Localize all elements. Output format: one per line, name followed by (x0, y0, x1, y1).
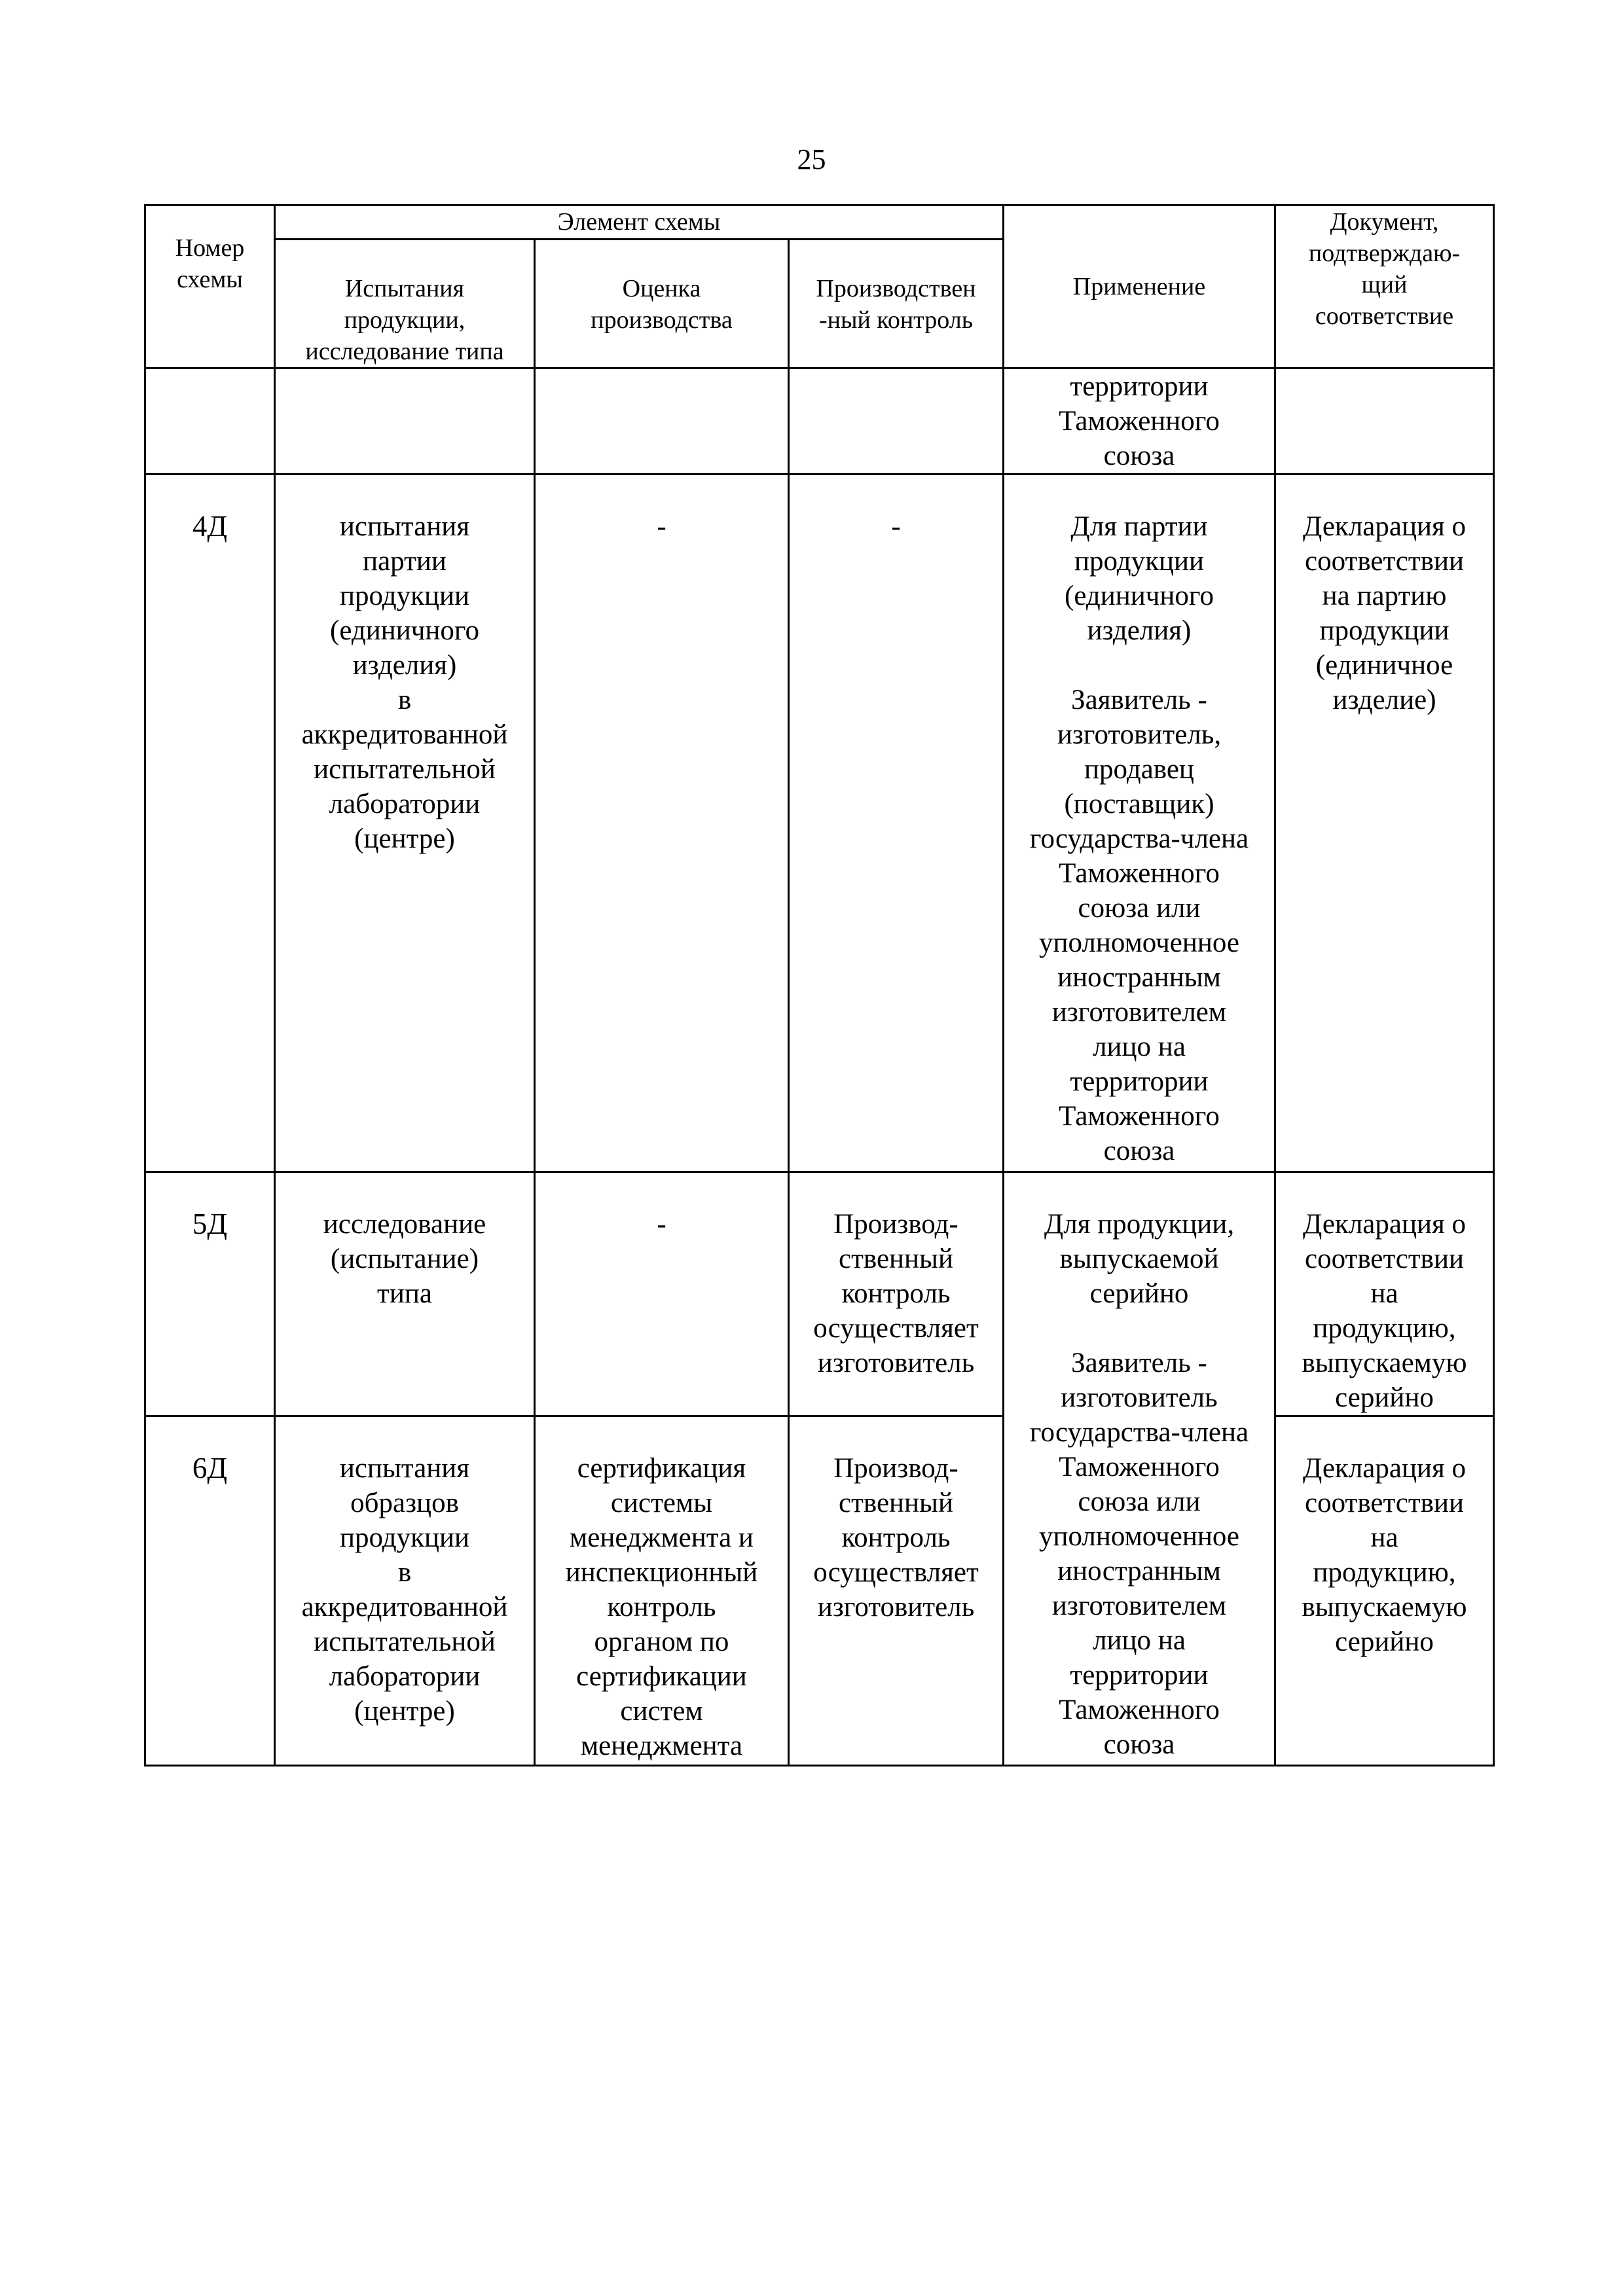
cell-empty (1275, 368, 1494, 475)
cell-application: Для партии продукции (единичного изделия) Заявитель - изготовитель, продавец (поставщик) государства-члена Таможенного союза или уполномоченное иностранным изготовителем лицо на территории Таможенного союза (1004, 475, 1275, 1172)
cell-testing: испытания партии продукции (единичного изделия) в аккредитованной испытательной лаборатории (центре) (275, 475, 535, 1172)
cell-production-assessment: сертификация системы менеджмента и инспекционный контроль органом по сертификации систем менеджмента (535, 1416, 789, 1766)
table-row (145, 1416, 1494, 1766)
header-production-control: Производствен -ный контроль (789, 240, 1004, 368)
cell-testing: испытания образцов продукции в аккредитованной испытательной лаборатории (центре) (275, 1416, 535, 1766)
cell-scheme-number: 5Д (145, 1172, 275, 1416)
cell-scheme-number: 4Д (145, 475, 275, 1172)
table-row (145, 475, 1494, 1172)
cell-production-control: Производ- ственный контроль осуществляет изготовитель (789, 1416, 1004, 1766)
cell-empty (275, 368, 535, 475)
table-row (145, 1172, 1494, 1416)
cell-production-assessment: - (535, 475, 789, 1172)
cell-document: Декларация о соответствии на продукцию, выпускаемую серийно (1275, 1172, 1494, 1416)
page-number: 25 (797, 143, 826, 175)
cell-application-merged: Для продукции, выпускаемой серийно Заявитель - изготовитель государства-члена Таможенного союза или уполномоченное иностранным изготовителем лицо на территории Таможенного союза (1004, 1172, 1275, 1766)
header-testing: Испытания продукции, исследование типа (275, 240, 535, 368)
cell-application-continued: территории Таможенного союза (1004, 368, 1275, 475)
cell-production-control: Производ- ственный контроль осуществляет изготовитель (789, 1172, 1004, 1416)
header-scheme-number: Номер схемы (145, 206, 275, 368)
cell-document: Декларация о соответствии на продукцию, выпускаемую серийно (1275, 1416, 1494, 1766)
cell-empty (789, 368, 1004, 475)
header-element-group: Элемент схемы (275, 206, 1004, 240)
header-production-assessment: Оценка производства (535, 240, 789, 368)
cell-production-assessment: - (535, 1172, 789, 1416)
cell-scheme-number: 6Д (145, 1416, 275, 1766)
certification-schemes-table (144, 204, 1495, 1767)
header-application: Применение (1004, 206, 1275, 368)
cell-production-control: - (789, 475, 1004, 1172)
cell-empty (145, 368, 275, 475)
table-header-row (145, 206, 1494, 240)
cell-testing: исследование (испытание) типа (275, 1172, 535, 1416)
header-document: Документ, подтверждаю- щий соответствие (1275, 206, 1494, 368)
cell-document: Декларация о соответствии на партию продукции (единичное изделие) (1275, 475, 1494, 1172)
table-row-continuation (145, 368, 1494, 475)
cell-empty (535, 368, 789, 475)
